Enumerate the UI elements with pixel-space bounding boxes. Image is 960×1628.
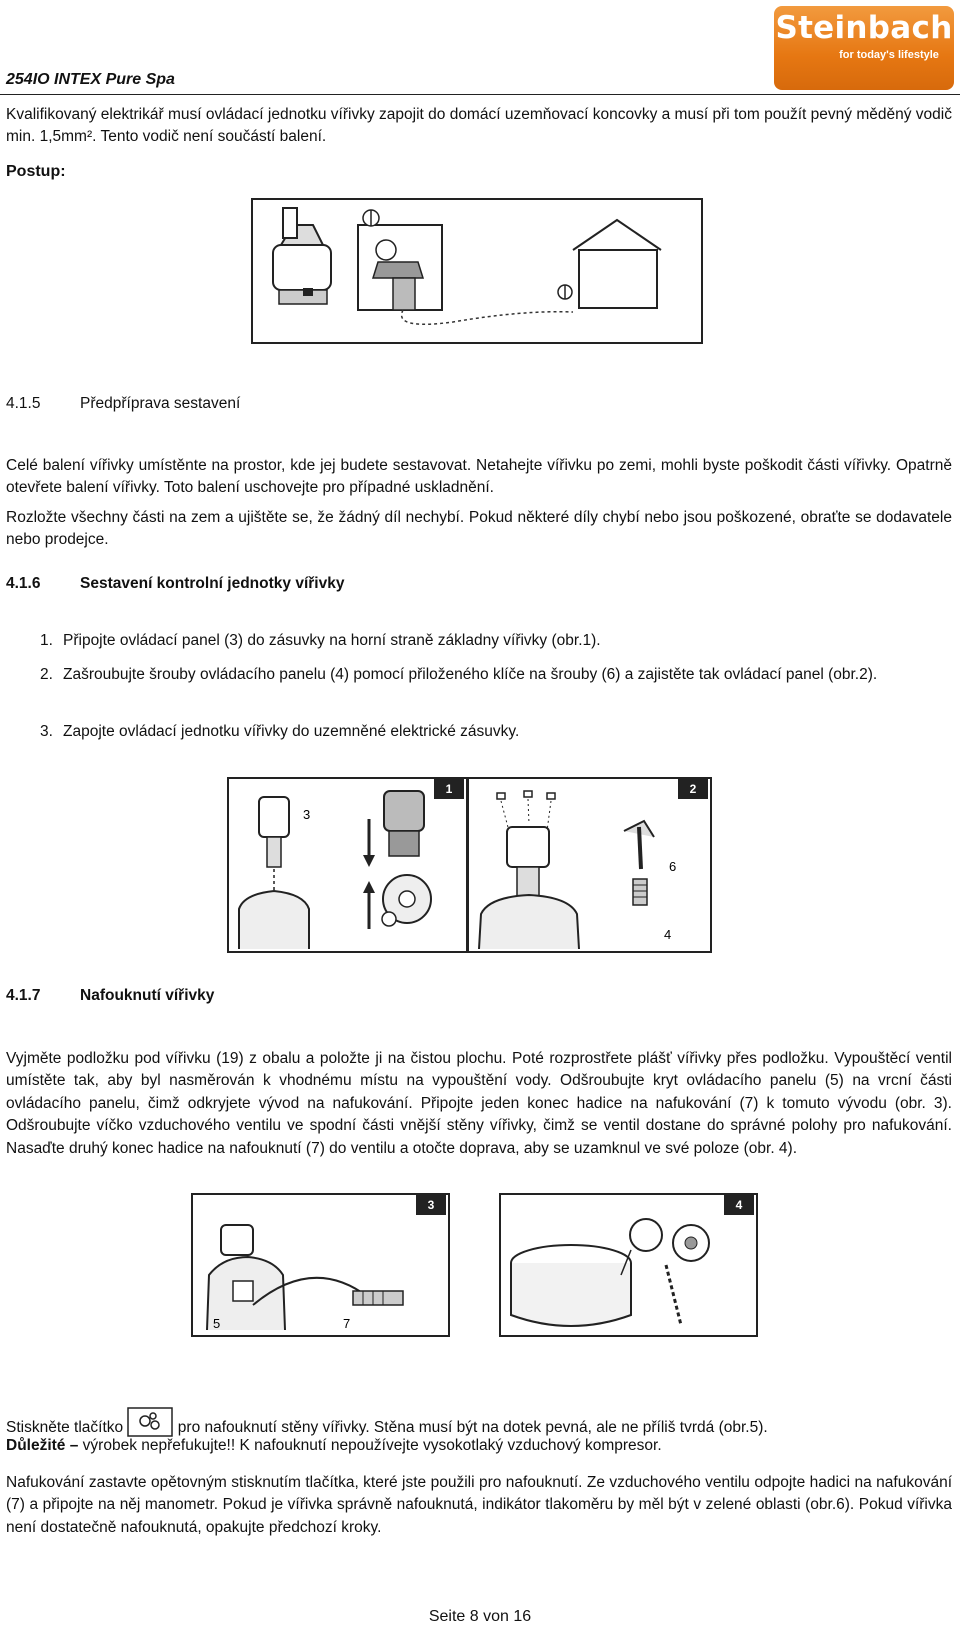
figure-3 (191, 1193, 450, 1337)
figure-4-number: 4 (724, 1195, 754, 1215)
section-417-heading (6, 985, 214, 1007)
callout-5: 5 (213, 1316, 221, 1331)
header-divider (0, 94, 960, 95)
figure-4-illustration (501, 1195, 756, 1335)
section-417-number: 4.1.7 (6, 987, 41, 1004)
section-415-number: 4.1.5 (6, 395, 41, 412)
callout-4: 4 (664, 927, 672, 942)
important-note (6, 1435, 952, 1457)
figure-1-number: 1 (434, 779, 464, 799)
step-text: Připojte ovládací panel (3) do zásuvky na horní straně základny vířivky (obr.1). (63, 632, 601, 649)
figure-1 (227, 777, 468, 953)
steinbach-logo (774, 6, 954, 90)
step-number: 1. (40, 632, 53, 649)
important-text: výrobek nepřefukujte!! K nafouknutí nepoužívejte vysokotlaký vzduchový kompresor. (82, 1437, 662, 1454)
logo-name: Steinbach (775, 10, 953, 46)
logo-tagline: for today's lifestyle (839, 49, 939, 61)
callout-7: 7 (343, 1316, 351, 1331)
section-415-title: Předpříprava sestavení (80, 395, 241, 412)
section-415-paragraph-2: Rozložte všechny části na zem a ujištěte se, že žádný díl nechybí. Pokud některé díly chybí nebo jsou poškozené, obraťte se dodavatele nebo prodejce. (6, 509, 952, 549)
callout-3: 3 (303, 807, 311, 822)
step-number: 2. (40, 666, 53, 683)
assembly-step-3 (40, 721, 952, 743)
section-416-number: 4.1.6 (6, 575, 41, 592)
figure-2-illustration (469, 779, 710, 951)
figure-4 (499, 1193, 758, 1337)
section-416-heading (6, 573, 344, 595)
section-415-paragraph-1: Celé balení vířivky umístěnte na prostor, kde jej budete sestavovat. Netahejte vířivku po zemi, mohli byste poškodit části vířivky. Opatrně otevřete balení vířivky. Toto balení uschovejte pro případné uskladnění. (6, 457, 952, 497)
step-text: Zašroubujte šrouby ovládacího panelu (4) pomocí přiloženého klíče na šrouby (6) a zajistěte tak ovládací panel (obr.2). (63, 666, 878, 683)
postup-label: Postup: (6, 163, 66, 180)
figure-3-illustration (193, 1195, 448, 1335)
grounding-illustration (253, 200, 701, 342)
stop-inflation-paragraph: Nafukování zastavte opětovným stisknutím tlačítka, které jste použili pro nafouknutí. Ze vzduchového ventilu odpojte hadici na nafukování (7) a připojte na něj manometr. Pokud je vířivka správně nafouknutá, indikátor tlakoměru by měl být v zelené oblasti (obr.6). Pokud vířivka není dostatečně nafouknutá, opakujte předchozí kroky. (6, 1474, 952, 1536)
figure-3-number: 3 (416, 1195, 446, 1215)
inflate-button-icon (127, 1407, 173, 1437)
section-417-paragraph: Vyjměte podložku pod vířivku (19) z obalu a položte ji na čistou plochu. Poté rozprostřete plášť vířivky přes podložku. Vypouštěcí ventil umístěte tak, aby byl nasměrován k vhodnému místu na vypouštění vody. Odšroubujte kryt ovládacího panelu (5) na vrcní části ovládacího panelu, čimž odkryjete vývod na nafukování. Připojte jeden konec hadice na nafukování (7) k tomuto vývodu (obr. 3). Odšroubujte víčko vzduchového ventilu ve spodní části vnější stěny vířivky, čimž se ventil dostane do správné polohy pro nafukování. Nasaďte druhý konec hadice na nafouknutí (7) do ventilu a otočte doprava, aby se uzamknul ve své poloze (obr. 4). (6, 1050, 952, 1157)
page-number: Seite 8 von 16 (428, 1608, 532, 1625)
figure-2-number: 2 (678, 779, 708, 799)
assembly-step-1 (40, 630, 952, 652)
press-text-before: Stiskněte tlačítko (6, 1419, 124, 1436)
section-417-title: Nafouknutí vířivky (80, 987, 215, 1004)
figure-1-illustration (229, 779, 466, 951)
section-416-title: Sestavení kontrolní jednotky vířivky (80, 575, 345, 592)
press-text-after: pro nafouknutí stěny vířivky. Stěna musí být na dotek pevná, ale ne příliš tvrdá (obr.5). (177, 1419, 768, 1436)
assembly-step-2 (40, 664, 952, 686)
section-415-heading (6, 393, 240, 415)
important-label: Důležité – (6, 1437, 79, 1454)
step-text: Zapojte ovládací jednotku vířivky do uzemněné elektrické zásuvky. (63, 723, 520, 740)
grounding-diagram (251, 198, 703, 344)
figure-2 (467, 777, 712, 953)
step-number: 3. (40, 723, 53, 740)
electrician-paragraph: Kvalifikovaný elektrikář musí ovládací jednotku vířivky zapojit do domácí uzemňovací koncovky a musí při tom použít pevný měděný vodič min. 1,5mm². Tento vodič není součástí balení. (6, 106, 952, 146)
document-title: 254IO INTEX Pure Spa (6, 71, 175, 88)
callout-6: 6 (669, 859, 677, 874)
